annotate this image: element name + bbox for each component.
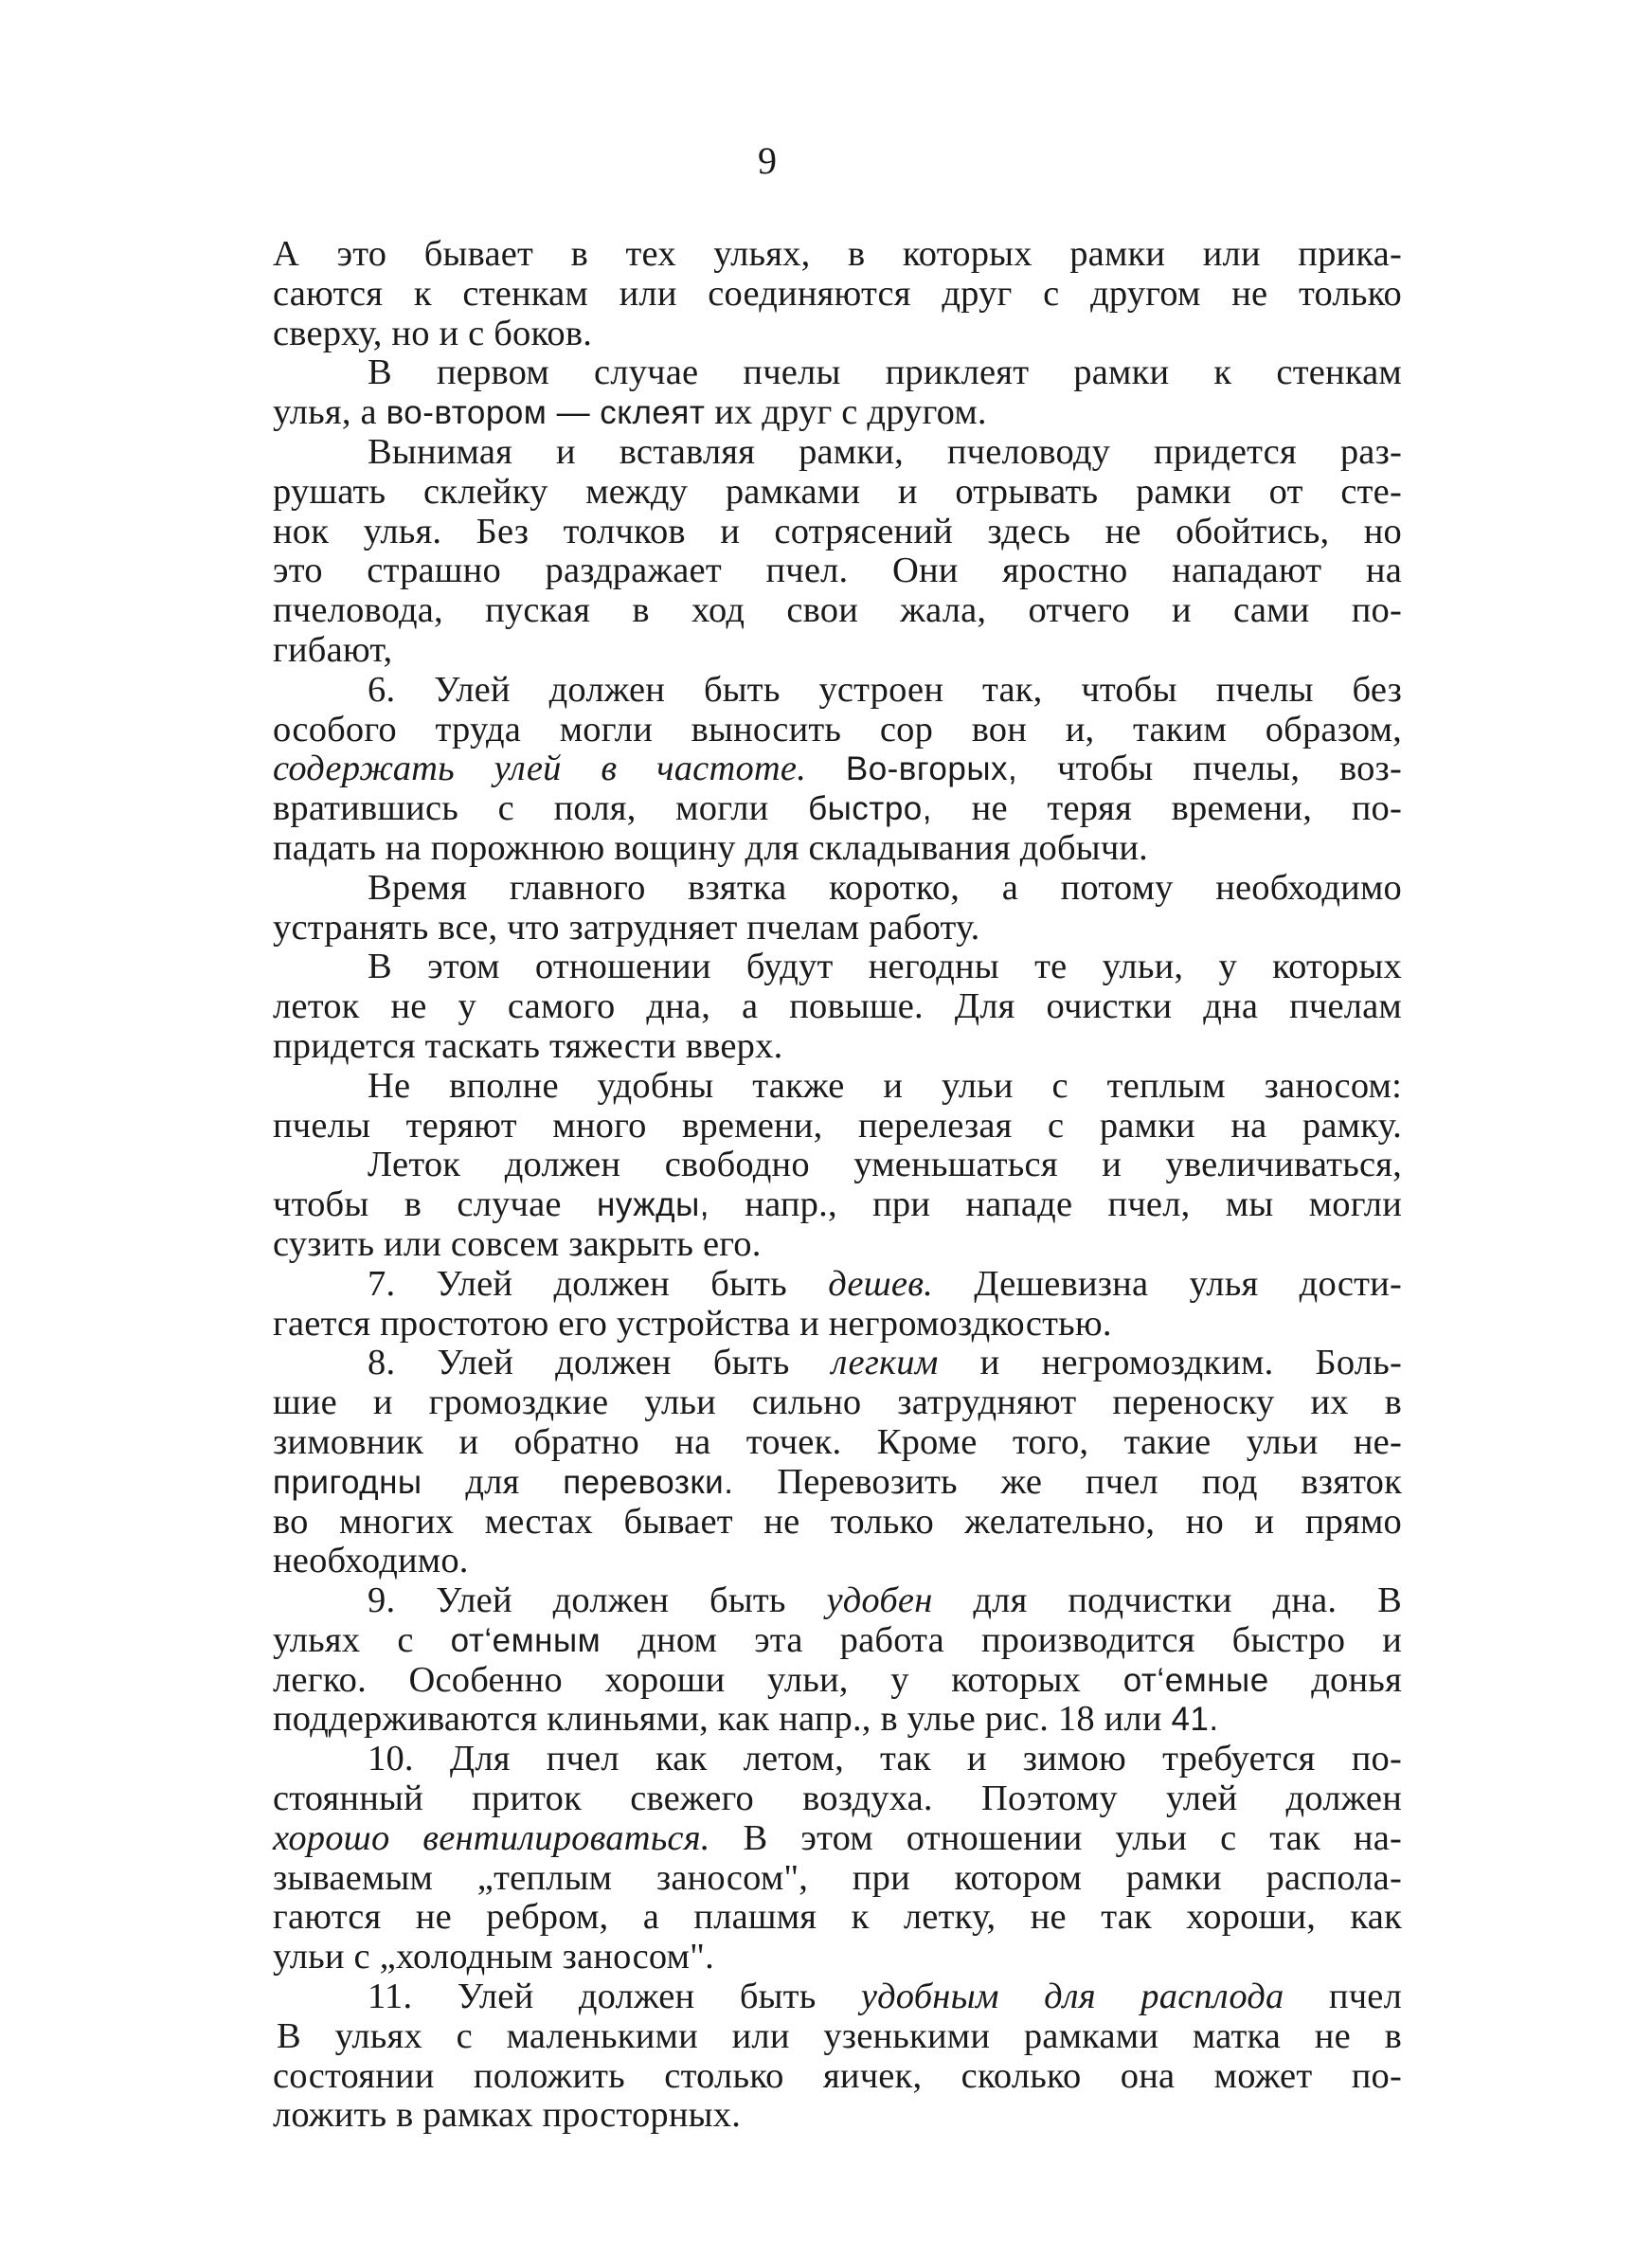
text-line (273, 909, 1402, 948)
text-line (273, 1107, 1402, 1147)
text-line (273, 1067, 1402, 1107)
text-segment: нок улья. Без толчков и сотрясений здесь не обойтись, но (273, 511, 1402, 551)
text-segment: легким (831, 1343, 939, 1383)
text-segment: быстро, (808, 790, 932, 828)
text-segment: дном эта работа производится быстро и (601, 1619, 1403, 1660)
text-segment: стоянный приток свежего воздуха. Поэтому улей должен (273, 1779, 1402, 1819)
text-line (273, 1581, 1402, 1621)
text-segment: гибают, (273, 629, 393, 670)
text-line (273, 869, 1402, 909)
text-segment: зимовник и обратно на точек. Кроме того, такие ульи не- (273, 1421, 1402, 1462)
text-segment: сузить или совсем закрыть его. (273, 1223, 762, 1264)
text-line (273, 315, 1402, 354)
text-segment: перевозки. (563, 1463, 734, 1501)
text-segment: ложить в рамках просторных. (273, 2095, 742, 2136)
text-line (273, 749, 1402, 789)
text-segment: В этом отношении будут негодны те ульи, у которых (368, 947, 1402, 987)
text-segment: необходимо. (273, 1541, 469, 1581)
text-line (273, 1819, 1402, 1859)
text-line (273, 1463, 1402, 1503)
text-line (273, 789, 1402, 829)
text-segment: падать на порожнюю вощину для складывания добычи. (273, 827, 1149, 868)
text-segment: пчелы теряют много времени, перелезая с рамки на рамку. (273, 1105, 1402, 1146)
text-line (273, 631, 1402, 671)
text-segment: для подчистки дна. В (932, 1580, 1402, 1621)
text-line (273, 1898, 1402, 1938)
text-segment: устранять все, что затрудняет пчелам работу. (273, 907, 980, 948)
text-line (273, 473, 1402, 513)
text-segment: Время главного взятка коротко, а потому необходимо (368, 867, 1402, 908)
body-text (273, 235, 1402, 2136)
text-segment: Дешевизна улья дости- (932, 1263, 1402, 1304)
text-segment: это страшно раздражает пчел. Они яростно нападают на (273, 551, 1402, 591)
text-segment: Леток должен свободно уменьшаться и увеличиваться, (368, 1145, 1402, 1185)
text-line (273, 829, 1402, 869)
text-segment: Во-вгорых, (845, 750, 1018, 788)
text-line (273, 1344, 1402, 1383)
text-line (273, 987, 1402, 1027)
text-segment: чтобы пчелы, воз- (1017, 749, 1402, 789)
text-line (273, 1661, 1402, 1701)
text-line (273, 513, 1402, 552)
text-line (273, 551, 1402, 591)
text-segment: Не вполне удобны также и ульи с теплым заносом: (368, 1065, 1402, 1106)
text-segment: удобен (826, 1580, 933, 1621)
text-segment: леток не у самого дна, а повыше. Для очистки дна пчелам (273, 986, 1402, 1027)
text-line (273, 1938, 1402, 1977)
text-line (273, 1740, 1402, 1779)
text-line (273, 591, 1402, 631)
text-segment: пчел (1284, 1977, 1402, 2017)
text-line (273, 1503, 1402, 1543)
text-segment: В ульях с маленькими или узенькими рамками матка не в (277, 2015, 1402, 2056)
text-segment: от‘емным (450, 1621, 602, 1659)
text-line (273, 1779, 1402, 1819)
text-segment: их друг с другом. (705, 392, 987, 433)
text-line (273, 393, 1402, 433)
text-segment: Перевозить же пчел под взяток (733, 1461, 1402, 1502)
text-segment: зываемым „теплым заносом", при котором рамки распола- (273, 1857, 1402, 1898)
text-line (273, 275, 1402, 315)
text-segment: улья, а (273, 392, 386, 433)
text-line (273, 1700, 1402, 1740)
text-segment: удобным для расплода (860, 1977, 1284, 2017)
text-segment: пчеловода, пуская в ход свои жала, отчего и сами по- (273, 590, 1402, 631)
text-segment: шие и громоздкие ульи сильно затрудняют переноску их в (273, 1382, 1402, 1423)
text-segment: ульи с „холодным заносом". (273, 1937, 714, 1977)
text-segment: придется таскать тяжести вверх. (273, 1025, 783, 1066)
text-segment: В первом случае пчелы приклеят рамки к стенкам (368, 352, 1402, 393)
text-segment: 8. Улей должен быть (368, 1343, 832, 1383)
text-segment: не теряя времени, по- (932, 788, 1402, 829)
text-line (273, 2096, 1402, 2136)
text-line (273, 1225, 1402, 1265)
text-segment: дешев. (828, 1263, 933, 1304)
text-segment: для (422, 1461, 564, 1502)
text-line (273, 235, 1402, 275)
text-line (273, 1859, 1402, 1899)
text-segment: состоянии положить столько яичек, сколько она может по- (273, 2055, 1402, 2096)
text-segment: во многих местах бывает не только желательно, но и прямо (273, 1501, 1402, 1542)
text-segment: поддерживаются клиньями, как напр., в улье рис. 18 или (273, 1699, 1172, 1740)
text-segment: 9. Улей должен быть (368, 1580, 827, 1621)
text-segment: и негромоздким. Боль- (938, 1343, 1402, 1383)
text-segment: содержать улей в частоте. (273, 749, 807, 789)
text-line (273, 1423, 1402, 1463)
text-segment: нужды, (597, 1186, 709, 1224)
text-segment: легко. Особенно хороши ульи, у которых (273, 1659, 1123, 1700)
text-segment: 6. Улей должен быть устроен так, чтобы пчелы без (368, 669, 1402, 710)
text-line (273, 1146, 1402, 1185)
text-line (273, 1027, 1402, 1067)
text-segment: 7. Улей должен быть (368, 1263, 829, 1304)
text-segment: пригодны (273, 1463, 422, 1501)
text-segment: гается простотою его устройства и негромоздкостью. (273, 1303, 1112, 1344)
text-segment: саются к стенкам или соединяются друг с другом не только (273, 273, 1402, 314)
text-line (273, 353, 1402, 393)
text-line (273, 671, 1402, 711)
text-segment: Вынимая и вставляя рамки, пчеловоду придется раз- (368, 431, 1402, 472)
text-segment: во-втором — склеят (386, 394, 706, 432)
text-line (273, 1185, 1402, 1225)
text-segment: рушать склейку между рамками и отрывать рамки от сте- (273, 471, 1402, 512)
text-line (273, 2017, 1402, 2057)
text-segment: 11. Улей должен быть (368, 1977, 861, 2017)
page-number: 9 (758, 139, 777, 182)
text-line (273, 1265, 1402, 1305)
text-segment: 41. (1171, 1701, 1219, 1739)
text-segment: сверху, но и с боков. (273, 313, 593, 353)
text-segment: чтобы в случае (273, 1184, 598, 1225)
text-segment: ульях с (273, 1619, 451, 1660)
text-line (273, 1621, 1402, 1661)
text-segment: хорошо вентилироваться. (273, 1817, 710, 1858)
text-segment: гаются не ребром, а плашмя к летку, не так хороши, как (273, 1897, 1402, 1938)
text-segment: напр., при нападе пчел, мы могли (709, 1184, 1402, 1225)
text-line (273, 1305, 1402, 1345)
text-line (273, 1977, 1402, 2017)
text-segment (806, 749, 846, 788)
text-segment: от‘емные (1122, 1661, 1269, 1699)
text-line (273, 1542, 1402, 1581)
text-line (273, 948, 1402, 987)
text-segment: 10. Для пчел как летом, так и зимою требуется по- (368, 1739, 1402, 1779)
text-segment: В этом отношении ульи с так на- (709, 1817, 1403, 1858)
text-segment: особого труда могли выносить сор вон и, таким образом, (273, 709, 1402, 749)
text-line (273, 433, 1402, 473)
text-line (273, 2057, 1402, 2097)
text-segment: донья (1268, 1659, 1402, 1700)
text-line (273, 1383, 1402, 1423)
text-segment: вратившись с поля, могли (273, 788, 809, 829)
text-line (273, 711, 1402, 750)
text-segment: А это бывает в тех ульях, в которых рамки или прика- (273, 234, 1402, 274)
